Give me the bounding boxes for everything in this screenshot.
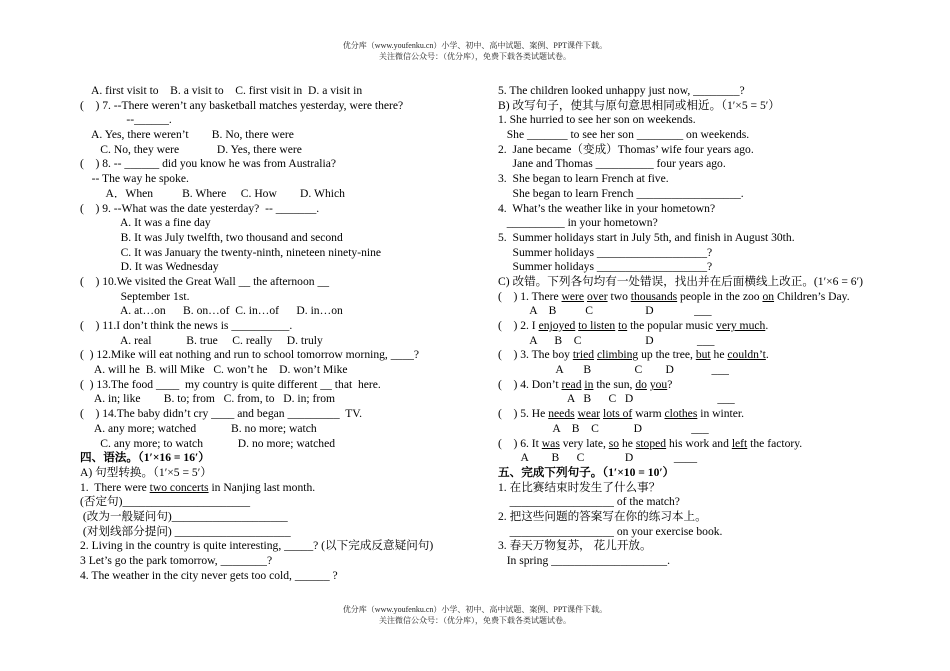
left-line: (否定句)______________________ [80, 495, 251, 509]
underlined-word: but [695, 348, 711, 362]
right-line: 2. 把这些问题的答案写在你的练习本上。 [498, 509, 707, 523]
underlined-word: were [561, 289, 585, 303]
underlined-word: read [561, 377, 582, 391]
right-line: A B C D ___ [498, 421, 709, 435]
left-line: 3 Let’s go the park tomorrow, ________? [80, 554, 273, 567]
left-line: C. It was January the twenty-ninth, nineteen ninety-nine [80, 245, 382, 259]
left-line: --______. [80, 113, 172, 127]
header-line-2: 关注微信公众号：（优分库），免费下载各类试题试卷。 [379, 52, 571, 61]
header-line-1: 优分库（www.youfenku.cn）小学、初中、高中试题、案例、PPT课件下载。 [342, 41, 608, 50]
left-line: B. It was July twelfth, two thousand and second [80, 230, 343, 244]
right-line: 五、完成下列句子。（1′×10 = 10′） [498, 465, 675, 479]
right-line: A B C D ___ [498, 392, 735, 406]
left-line: (对划线部分提问) ____________________ [80, 524, 291, 538]
underlined-word: climbing [596, 348, 639, 362]
left-line: C. No, they were D. Yes, there were [80, 142, 302, 156]
right-line: __________________ of the match? [498, 495, 680, 509]
underlined-word: needs [548, 407, 575, 421]
right-line: ( ) 6. It was very late, so he stoped his work and left the factory. [498, 436, 803, 450]
underlined-word: tried [572, 348, 595, 362]
left-line: ( ) 9. --What was the date yesterday? -- _______. [80, 201, 320, 215]
right-line: Summer holidays ___________________? [498, 245, 713, 259]
underlined-word: lots of [602, 407, 633, 421]
underlined-word: on [762, 289, 775, 303]
footer-line-1: 优分库（www.youfenku.cn）小学、初中、高中试题、案例、PPT课件下载。 [342, 605, 608, 614]
right-line: 1. 在比赛结束时发生了什么事？ [498, 480, 661, 494]
right-line: B) 改写句子，使其与原句意思相同或相近。（1′×5 = 5′） [498, 98, 780, 112]
right-line: ( ) 1. There were over two thousands people in the zoo on Children’s Day. [498, 289, 850, 303]
underlined-word: do [635, 377, 647, 391]
left-line: A. at…on B. on…of C. in…of D. in…on [80, 304, 343, 318]
right-line: ( ) 5. He needs wear lots of warm clothes in winter. [498, 407, 745, 421]
left-line: ( ) 7. --There weren’t any basketball matches yesterday, were there? [80, 98, 404, 112]
right-column [498, 84, 880, 569]
page-footer [0, 604, 950, 626]
left-line: A．When B. Where C. How D. Which [80, 186, 345, 200]
left-line: ( ) 10.We visited the Great Wall __ the afternoon __ [80, 274, 330, 288]
right-line: A B C D ____ [498, 451, 698, 465]
left-line: (改为一般疑问句)____________________ [80, 509, 288, 523]
right-line: 3. 春天万物复苏， 花儿开放。 [498, 539, 652, 553]
underlined-word: two concerts [149, 480, 209, 494]
right-line: 4. What’s the weather like in your hometown? [498, 201, 716, 215]
underlined-word: left [731, 436, 748, 450]
left-line: 1. There were two concerts in Nanjing last month. [80, 480, 316, 494]
left-line: A. Yes, there weren’t B. No, there were [80, 128, 294, 142]
underlined-word: so [608, 436, 620, 450]
right-line: Jane and Thomas __________ four years ago. [498, 157, 726, 171]
right-line: 5. The children looked unhappy just now, ________? [498, 84, 745, 97]
left-line: A. It was a fine day [80, 216, 211, 230]
left-line: 四、语法。（1′×16 = 16′） [80, 451, 210, 465]
left-line: ( ) 12.Mike will eat nothing and run to school tomorrow morning, ____? [80, 348, 420, 362]
underlined-word: over [586, 289, 608, 303]
left-line: ( ) 11.I don’t think the news is __________. [80, 319, 293, 332]
left-line: C. any more; to watch D. no more; watched [80, 436, 336, 450]
underlined-word: stoped [635, 436, 667, 450]
left-line: 2. Living in the country is quite interesting, _____? (以下完成反意疑问句) [80, 539, 434, 553]
right-line: A B C D ___ [498, 333, 715, 347]
right-line: 1. She hurried to see her son on weekends. [498, 113, 696, 127]
underlined-word: was [541, 436, 560, 450]
underlined-word: very much [716, 319, 766, 332]
left-line: A. will he B. will Mike C. won’t he D. won’t Mike [80, 363, 348, 377]
left-line: A. in; like B. to; from C. from, to D. in; from [80, 392, 336, 406]
left-line: A. real B. true C. really D. truly [80, 333, 323, 347]
right-line: 3. She began to learn French at five. [498, 172, 669, 186]
right-line: 5. Summer holidays start in July 5th, and finish in August 30th. [498, 230, 795, 244]
underlined-word: clothes [664, 407, 698, 421]
right-line: A B C D ___ [498, 304, 712, 318]
left-line: A) 句型转换。（1′×5 = 5′） [80, 465, 212, 479]
underlined-word: in [584, 377, 594, 391]
page-header [0, 40, 950, 62]
right-line: ( ) 3. The boy tried climbing up the tree, but he couldn’t. [498, 348, 769, 362]
right-line: ( ) 2. I enjoyed to listen to the popular music very much. [498, 319, 769, 332]
right-line: __________________ on your exercise book. [498, 524, 723, 538]
right-line: In spring ____________________. [498, 554, 670, 567]
right-line: C) 改错。下列各句均有一处错误，找出并在后面横线上改正。(1′×6 = 6′) [498, 274, 863, 288]
left-line: ( ) 8. -- ______ did you know he was from Australia? [80, 157, 336, 171]
left-line: A. first visit to B. a visit to C. first visit in D. a visit in [80, 84, 363, 97]
underlined-word: to listen [578, 319, 616, 332]
underlined-word: couldn’t [727, 348, 766, 362]
left-line: September 1st. [80, 289, 190, 303]
left-line: 4. The weather in the city never gets too cold, ______ ? [80, 568, 338, 582]
right-line: __________ in your hometown? [498, 216, 658, 230]
right-line: She began to learn French __________________. [498, 186, 744, 200]
underlined-word: thousands [630, 289, 678, 303]
underlined-word: enjoyed [538, 319, 576, 332]
left-line: D. It was Wednesday [80, 260, 219, 274]
right-line: Summer holidays ___________________? [498, 260, 713, 274]
right-line: ( ) 4. Don’t read in the sun, do you? [498, 377, 673, 391]
left-line: ( ) 13.The food ____ my country is quite different __ that here. [80, 377, 381, 391]
footer-line-2: 关注微信公众号：（优分库），免费下载各类试题试卷。 [379, 616, 571, 625]
left-column [80, 84, 475, 583]
underlined-word: to [618, 319, 628, 332]
right-line: 2. Jane became（变成）Thomas’ wife four years ago. [498, 142, 754, 156]
underlined-word: you [649, 377, 668, 391]
right-line: A B C D ___ [498, 363, 729, 377]
underlined-word: wear [577, 407, 601, 421]
left-line: -- The way he spoke. [80, 172, 189, 186]
right-line: She _______ to see her son ________ on weekends. [498, 128, 750, 142]
left-line: ( ) 14.The baby didn’t cry ____ and began _________ TV. [80, 407, 363, 421]
left-line: A. any more; watched B. no more; watch [80, 421, 317, 435]
